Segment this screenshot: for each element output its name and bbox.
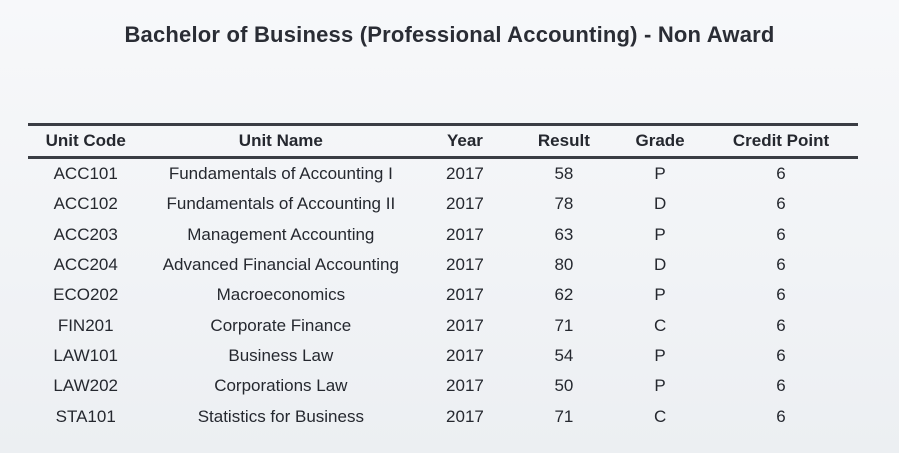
cell-unit-code: LAW202 (53, 376, 118, 396)
cell-grade: D (653, 194, 667, 214)
cell-year: 2017 (446, 406, 484, 426)
header-unit-name: Unit Name (238, 131, 323, 150)
cell-year: 2017 (446, 376, 484, 396)
cell-unit-code: FIN201 (57, 315, 114, 335)
cell-unit-name: Macroeconomics (216, 285, 346, 305)
cell-result: 80 (554, 255, 574, 275)
document-title: Bachelor of Business (Professional Accounting) - Non Award (124, 22, 775, 47)
cell-credit-point: 6 (776, 285, 786, 305)
cell-unit-name: Fundamentals of Accounting II (166, 194, 396, 214)
header-unit-code: Unit Code (45, 131, 126, 150)
cell-grade: P (654, 285, 666, 305)
cell-result: 54 (554, 345, 574, 365)
cell-credit-point: 6 (776, 164, 786, 184)
cell-unit-code: STA101 (55, 406, 116, 426)
cell-year: 2017 (446, 164, 484, 184)
cell-result: 71 (554, 315, 574, 335)
cell-grade: P (654, 224, 666, 244)
cell-unit-code: ACC203 (53, 224, 118, 244)
cell-credit-point: 6 (776, 406, 786, 426)
table-row (28, 220, 858, 250)
cell-unit-code: ECO202 (53, 285, 119, 305)
table-row (28, 371, 858, 401)
cell-result: 58 (554, 164, 574, 184)
results-table (28, 123, 858, 432)
cell-result: 78 (554, 194, 574, 214)
table-body (28, 158, 858, 432)
header-year: Year (447, 131, 483, 150)
table-row (28, 310, 858, 340)
cell-unit-code: LAW101 (53, 345, 118, 365)
header-grade: Grade (635, 131, 685, 150)
cell-year: 2017 (446, 194, 484, 214)
cell-credit-point: 6 (776, 345, 786, 365)
cell-grade: P (654, 376, 666, 396)
cell-grade: D (653, 255, 667, 275)
cell-unit-name: Management Accounting (187, 224, 375, 244)
cell-grade: P (654, 345, 666, 365)
cell-unit-name: Business Law (228, 345, 334, 365)
table-row (28, 341, 858, 371)
cell-unit-name: Statistics for Business (197, 406, 364, 426)
cell-unit-name: Advanced Financial Accounting (162, 255, 399, 275)
cell-credit-point: 6 (776, 376, 786, 396)
table-row (28, 189, 858, 219)
cell-result: 71 (554, 406, 574, 426)
cell-result: 63 (554, 224, 574, 244)
cell-year: 2017 (446, 315, 484, 335)
cell-unit-code: ACC101 (53, 164, 118, 184)
cell-grade: C (653, 315, 667, 335)
cell-unit-name: Corporate Finance (210, 315, 352, 335)
cell-credit-point: 6 (776, 255, 786, 275)
header-credit-point: Credit Point (732, 131, 830, 150)
table-row (28, 401, 858, 431)
cell-result: 62 (554, 285, 574, 305)
cell-unit-code: ACC204 (53, 255, 118, 275)
table-header (28, 125, 858, 158)
cell-credit-point: 6 (776, 224, 786, 244)
cell-unit-name: Fundamentals of Accounting I (168, 164, 393, 184)
table-row (28, 280, 858, 310)
header-result: Result (537, 131, 590, 150)
cell-unit-code: ACC102 (53, 194, 118, 214)
cell-year: 2017 (446, 224, 484, 244)
table-row (28, 250, 858, 280)
cell-unit-name: Corporations Law (214, 376, 348, 396)
cell-year: 2017 (446, 255, 484, 275)
cell-credit-point: 6 (776, 315, 786, 335)
cell-credit-point: 6 (776, 194, 786, 214)
cell-year: 2017 (446, 285, 484, 305)
header-row (28, 125, 858, 158)
cell-result: 50 (554, 376, 574, 396)
table-row (28, 158, 858, 190)
cell-grade: C (653, 406, 667, 426)
cell-year: 2017 (446, 345, 484, 365)
cell-grade: P (654, 164, 666, 184)
